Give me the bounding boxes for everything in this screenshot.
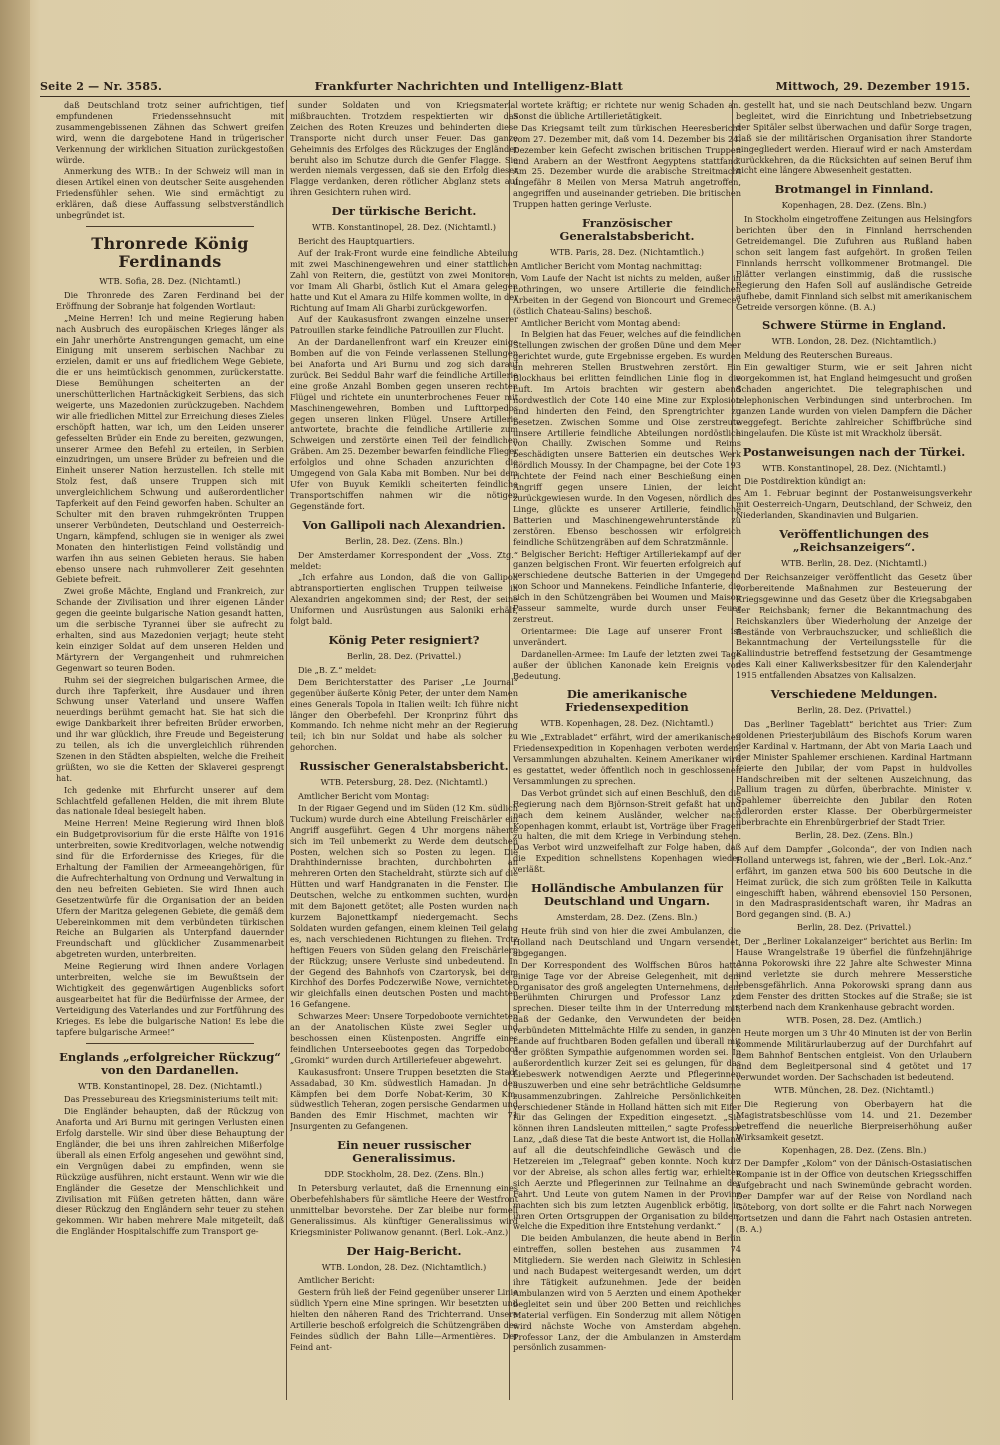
article-text: Die Engländer behaupten, daß der Rückzug von Anaforta und Ari Burnu mit geringen Verlusten einen Erfolg darstelle. Wir sind über diese Behauptung der Engländer, die bei uns ihren zahlreichen Mißerfolge überall als einen Erfolg angesehen und gewöhnt sind, ein Vergnügen dabei zu empfinden, wenn sie Rückzüge ausführen, nicht erstaunt. Wenn wir wie die Engländer die Gesetze der Menschlichkeit und Zivilisation mit Füßen getreten hätten, dann wäre dieser Rückzug den Engländern sehr teuer zu stehen gekommen. Wir haben mehrere Male mitgeteilt, daß die Engländer Hospitalschiffe zum Transport ge- bbox=[56, 1106, 284, 1237]
dateline: WTB. London, 28. Dez. (Nichtamtlich.) bbox=[771, 336, 937, 347]
article-text: Ruhm sei der siegreichen bulgarischen Armee, die durch ihre Tapferkeit, ihre Ausdauer und ihren Schwung unser Vaterland und unsere Waffen neuerdings berühmt gemacht hat. Sie hat sich die ewige Dankbarkeit ihrer befreiten Brüder erworben, und ihr war glücklich, ihre Freude und Begeisterung zu teilen, als ich die unvergleichlich rührenden Szenen in den Städten abspielten, welche die Freiheit grüßten, wo sie die Ketten der Sklaverei gesprengt hat. bbox=[56, 674, 284, 783]
article-text: Meldung des Reuterschen Bureaus. bbox=[744, 350, 893, 361]
article-text: Die Postdirektion kündigt an: bbox=[744, 476, 866, 487]
header-masthead: Frankfurter Nachrichten und Intelligenz-Blatt bbox=[314, 79, 624, 93]
article-text: Die „B. Z.“ meldet: bbox=[298, 664, 377, 675]
dateline: Berlin, 28. Dez. (Zens. Bln.) bbox=[345, 535, 463, 546]
headline: Englands „erfolgreicher Rückzug“ von den Dardanellen. bbox=[59, 1049, 281, 1077]
article-text: Der Dampfer „Kolom“ von der Dänisch-Ostasiatischen Kompanie ist in der Office von deutschen Kriegsschiffen aufgebracht und nach Swinemünde gebracht worden. Der Dampfer war auf der Reise von Nordland nach Göteborg, von dort sollte er die Fahrt nach Norwegen fortsetzen und dann die Fahrt nach Ostasien antreten. (B. A.) bbox=[736, 1158, 972, 1234]
headline: Thronrede König Ferdinands bbox=[91, 233, 249, 271]
article-text: Anmerkung des WTB.: In der Schweiz will man in diesen Artikel einen von deutscher Seite ausgehenden Friedensfühler sehen. Wie sind ermächtigt zu erklären, daß diese Auffassung selbstverständlich unbegründet ist. bbox=[56, 166, 284, 221]
article-text: Die Thronrede des Zaren Ferdinand bei der Eröffnung der Sobranje hat folgenden Wortlaut: bbox=[56, 289, 284, 311]
headline: Der Haig-Bericht. bbox=[346, 1243, 462, 1258]
article-text: Dardanellen-Armee: Im Laufe der letzten zwei Tage außer der üblichen Kanonade kein Ereignis von Bedeutung. bbox=[513, 648, 741, 681]
article-text: Das Pressebureau des Kriegsministeriums teilt mit: bbox=[64, 1094, 279, 1105]
article-text: sunder Soldaten und von Kriegsmaterial mißbrauchten. Trotzdem respektierten wir das Zeichen des Roten Kreuzes und behinderten diese Transporte nicht durch unser Feuer. Das ganze Geheimnis des Erfolges des Rückzuges der Engländer beruht also im Schutze durch die Genfer Flagge. Sie werden niemals vergessen, daß sie den Erfolg dieser Flagge verdanken, deren rötlicher Abglanz stets auf ihren Gesichtern ruhen wird. bbox=[290, 100, 518, 198]
page-header bbox=[40, 76, 970, 97]
article-text: Heute früh sind von hier die zwei Ambulanzen, die Holland nach Deutschland und Ungarn versendet, abgegangen. bbox=[513, 926, 741, 958]
headline: Veröffentlichungen des „Reichsanzeigers“. bbox=[779, 527, 929, 555]
article-text: Kaukasusfront: Unsere Truppen besetzten die Stadt Assadabad, 30 Km. südwestlich Hamadan. Jn den Kämpfen bei dem Dorfe Nobat-Kerim, 30 Km. südwestlich Teheran, zogen persische Gendarmen und Banden des Emir Hischmet, machten wir 71 Jnsurgenten zu Gefangenen. bbox=[290, 1066, 518, 1132]
article-text: Meine Regierung wird Ihnen andere Vorlagen unterbreiten, welche sie im Bewußtsein der Wichtigkeit des gegenwärtigen Augenblicks sofort ausgearbeitet hat für die Bedürfnisse der Armee, der Verteidigung des Vaterlandes und zur Fortführung des Krieges. Es lebe die bulgarische Nation! Es lebe die tapfere bulgarische Armee!“ bbox=[56, 961, 284, 1037]
article-text: Vom Laufe der Nacht ist nichts zu melden, außer in Lothringen, wo unsere Artillerie die feindlichen Arbeiten in der Gegend von Bioncourt und Gremecey (östlich Chateau-Salins) beschoß. bbox=[513, 272, 741, 316]
article-text: Heute morgen um 3 Uhr 40 Minuten ist der von Berlin kommende Militärurlauberzug auf der Durchfahrt auf dem Bahnhof Bentschen entgleist. Von den Urlaubern und dem Begleitpersonal sind 4 getötet und 17 verwundet worden. Der Sachschaden ist bedeutend. bbox=[736, 1028, 972, 1083]
dateline: Berlin, 28. Dez. (Privattel.) bbox=[796, 922, 912, 933]
article-text: Auf dem Dampfer „Golconda“, der von Indien nach Holland unterwegs ist, fahren, wie der „Berl. Lok.-Anz.“ erfährt, im ganzen etwa 500 bis 600 Deutsche in die Heimat zurück, die sich zum größten Teile in Kalkutta eingeschifft haben, während ebensoviel 150 Personen, in den Madrasprasidentschaft waren, ihr Madras an Bord gegangen sind. (B. A.) bbox=[736, 843, 972, 920]
article-text: Die Regierung von Oberbayern hat die Magistratsbeschlüsse vom 14. und 21. Dezember betreffend die neuerliche Bierpreiserhöhung außer Wirksamkeit gesetzt. bbox=[736, 1098, 972, 1142]
article-text: Wie „Extrabladet“ erfährt, wird der amerikanischen Friedensexpedition in Kopenhagen verboten werden, Versammlungen abzuhalten. Keinem Amerikaner wird es gestattet, weder öffentlich noch in geschlossenen Versammlungen zu sprechen. bbox=[513, 732, 741, 786]
dateline: Berlin, 28. Dez. (Zens. Bln.) bbox=[795, 830, 913, 841]
headline: Der türkische Bericht. bbox=[331, 204, 477, 219]
column-3 bbox=[513, 100, 741, 1400]
article-text: Dem Berichterstatter des Pariser „Le Journal“ gegenüber äußerte König Peter, der unter dem Namen eines Generals Topola in Italien weilt: Ich führe nicht länger den Oberbefehl. Der Kronprinz führt das Kommando. Ich nehme nicht mehr an der Regierung teil; ich bin nur Soldat und habe als solcher zu gehorchen. bbox=[290, 676, 518, 753]
dateline: WTB. München, 28. Dez. (Nichtamtl.) bbox=[774, 1084, 934, 1095]
headline: König Peter resigniert? bbox=[328, 632, 480, 647]
article-text: In Stockholm eingetroffene Zeitungen aus Helsingfors berichten über den in Finnland herrschenden Getreidemangel. Die Zufuhren aus Rußland haben schon seit langem fast aufgehört. In großen Teilen Finnlands herrscht vollkommener Brotmangel. Die Blätter verlangen einstimmig, daß die russische Regierung den Hafen Soll auf ausländische Getreide aufhebe, damit Finnland sich selbst mit amerikanischem Getreide versorgen könne. (B. A.) bbox=[736, 214, 972, 312]
dateline: Kopenhagen, 28. Dez. (Zens. Bln.) bbox=[781, 200, 927, 211]
article-text: daß Deutschland trotz seiner aufrichtigen, tief empfundenen Friedenssehnsucht mit zusammengebissenen Zähnen das Schwert greifen wird, wenn die dargebotene Hand in trügerischer Verkennung der wirklichen Situation zurückgestoßen würde. bbox=[56, 100, 284, 165]
article-text: Gestern früh ließ der Feind gegenüber unserer Linie südlich Ypern eine Mine springen. Wir besetzten und hielten den näheren Rand des Trichterrand. Unsere Artillerie beschoß erfolgreich die Schützengräben des Feindes südlich der Bahn Lille—Armentières. Der Feind ant- bbox=[290, 1287, 518, 1352]
dateline: Berlin, 28. Dez. (Privattel.) bbox=[346, 650, 462, 661]
article-text: Der Korrespondent des Wolffschen Büros hatte einige Tage vor der Abreise Gelegenheit, mit dem Organisator des groß angelegten Unternehmens, dem berühmten Chirurgen und Professor Lanz zu sprechen. Dieser teilte ihm in der Unterredung mit, daß der Gedanke, den Verwundeten der beiden verbündeten Mittelmächte Hilfe zu senden, in ganzen Lande auf fruchtbaren Boden gefallen und überall mit der größten Sympathie aufgenommen worden sei. In außerordentlich kurzer Zeit sei es gelungen, für das Liebeswerk notwendigen Aerzte und Pflegerinnen auszuwerben und eine sehr beträchtliche Geldsumme zusammenzubringen. Zahlreiche Persönlichkeiten verschiedener Stände in Holland hätten sich mit Eifer für das Gelingen der Expedition eingesetzt. „Sie können ihren Landsleuten mitteilen,“ sagte Professor Lanz, „daß diese Tat die beste Antwort ist, die Holland auf all die deutschfeindliche Gewäsch und die Hetzereien im „Telegraaf“ geben konnte. Noch kurz vor der Abreise, als schon alles fertig war, erhielten sich Aerzte und Pflegerinnen zur Teilnahme an der Fahrt. Und Leute von gutem Namen in der Provinz machten sich bis zum letzten Augenblick erbötig, in ihren Orten Ortsgruppen der Organisation zu bilden, welche die Expedition ihre Entstehung verdankt.“ bbox=[513, 959, 741, 1232]
article-text: Auf der Irak-Front wurde eine feindliche Abteilung mit zwei Maschinengewehren und einer stattlichen Zahl von Reitern, die, gestützt von zwei Monitoren, vor Imam Ali Gharbi, östlich Kut el Amara gelegen hatte und Kut el Amara zu Hilfe kommen wollte, in der Richtung auf Imam Ali Gharbi zurückgeworfen. bbox=[290, 247, 518, 313]
column-4 bbox=[736, 100, 972, 1400]
headline: Schwere Stürme in England. bbox=[762, 318, 946, 333]
article-text: „Meine Herren! Ich und meine Regierung haben nach Ausbruch des europäischen Krieges länger als ein Jahr unerhörte Anstrengungen gemacht, um eine Einigung mit unserem serbischen Nachbar zu erzielen, damit er uns auf friedlichem Wege Gebiete, die er uns heimtückisch genommen, zurückerstatte. Diese Bemühungen scheiterten an der unerschütterlichen Hartnäckigkeit Serbiens, das sich weigerte, uns Mazedonien zurückzugeben. Nachdem wir alle friedlichen Mittel zur Erreichung dieses Zieles erschöpft hatten, war ich, um den Leiden unserer gefesselten Brüder ein Ende zu bereiten, gezwungen, unserer Armee den Befehl zu erteilen, in Serbien einzudringen, um unsere Brüder zu befreien und die Einheit unserer Nation herzustellen. Ich stelle mit Stolz fest, daß unsere Truppen sich mit unvergleichlichem Schwung und außerordentlicher Tapferkeit auf den Feind geworfen haben. Schulter an Schulter mit den braven ruhmgekrönten Truppen unserer Verbündeten, Deutschland und Oesterreich-Ungarn, kämpfend, schlugen sie in weniger als zwei Monaten den hinterlistigen Feind vollständig und warfen ihn aus seinen Gebieten heraus. Sie haben ebenso unsere nach ruhmvollerer Zeit gesehnten Gebiete befreit. bbox=[56, 312, 284, 585]
headline: Holländische Ambulanzen für Deutschland und Ungarn. bbox=[531, 881, 723, 909]
article-text: Amtlicher Bericht: bbox=[298, 1275, 375, 1286]
headline: Brotmangel in Finnland. bbox=[774, 182, 934, 197]
headline: Verschiedene Meldungen. bbox=[770, 687, 938, 702]
dateline: WTB. London, 28. Dez. (Nichtamtlich.) bbox=[321, 1261, 487, 1272]
article-text: An der Dardanellenfront warf ein Kreuzer einige Bomben auf die von Feinde verlassenen Stellungen bei Anaforta und Ari Burnu und zog sich darauf zurück. Bei Seddul Bahr warf die feindliche Artillerie eine große Anzahl Bomben gegen unseren rechten Flügel und richtete ein ununterbrochenes Feuer mit Maschinengewehren, Bomben und Lufttorpedos gegen unseren linken Flügel. Unsere Artillerie antwortete, brachte die feindliche Artillerie zum Schweigen und zerstörte einen Teil der feindlichen Gräben. Am 25. Dezember bewarfen feindliche Flieger erfolglos und ohne Schaden anzurichten die Umgegend von Gala Kaba mit Bomben. Nur bei dem Ufer von Buyuk Kemikli scheiterten feindliche Transportschiffen nahmen wir die nötigen Gegenstände fort. bbox=[290, 337, 518, 511]
article-text: Ein gewaltiger Sturm, wie er seit Jahren nicht vorgekommen ist, hat England heimgesucht und großen Schaden angerichtet. Die telegraphischen und telephonischen Verbindungen sind unterbrochen. Im ganzen Lande wurden von vielen Dampfern die Dächer weggefegt. Berichte zahlreicher Schiffbrüche sind eingelaufen. Die Küste ist mit Wrackholz übersät. bbox=[736, 362, 972, 438]
article-text: Zwei große Mächte, England und Frankreich, zur Schande der Zivilisation und ihrer eigenen Länder gegen die geeinte bulgarische Nation gesandt hatten, um die serbische Tyrannei über sie aufrecht zu erhalten, sind aus Mazedonien verjagt; heute steht kein einziger Soldat auf dem unseren Helden und Märtyrern der Vergangenheit und ruhmreichen Gegenwart so teuren Boden. bbox=[56, 586, 284, 673]
article-text: In Belgien hat das Feuer, welches auf die feindlichen Stellungen zwischen der großen Düne und dem Meer gerichtet wurde, gute Ergebnisse ergeben. Es wurden an mehreren Stellen Brustwehren zerstört. Ein Blockhaus bei erlitten feindlichen Linie flog in die Luft. Im Artois brachten wir gestern abend nordwestlich der Cote 140 eine Mine zur Explosion und hinderten den Feind, den Sprengtrichter zu besetzen. Zwischen Somme und Oise zerstreute unsere Artillerie feindliche Abteilungen nordöstlich von Chailly. Zwischen Somme und Reims beschädigten unsere Batterien ein deutsches Werk nördlich Moussy. In der Champagne, bei der Cote 193 richtete der Feind nach einer Beschießung einen Angriff gegen unsere Linien, der leicht zurückgewiesen wurde. In den Vogesen, nördlich des Linge, glückte es unserer Artillerie, feindliche Batterien und Maschinengewehrunterstände zu zerstören. Ebenso beschossen wir erfolgreich feindliche Schützengräben auf dem Schratzmännle. bbox=[513, 329, 741, 547]
section-divider bbox=[86, 1043, 254, 1044]
dateline: Amsterdam, 28. Dez. (Zens. Bln.) bbox=[556, 912, 698, 923]
article-text: Ich gedenke mit Ehrfurcht unserer auf dem Schlachtfeld gefallenen Helden, die mit ihrem Blute das nationale Ideal besiegelt haben. bbox=[56, 784, 284, 817]
section-divider bbox=[86, 226, 254, 227]
dateline: DDP. Stockholm, 28. Dez. (Zens. Bln.) bbox=[324, 1169, 484, 1180]
article-text: Belgischer Bericht: Heftiger Artilleriekampf auf der ganzen belgischen Front. Wir feuerten erfolgreich auf verschiedene deutsche Batterien in der Umgegend von Schoor und Mannekens. Feindliche Infanterie, die sich in den Schützengräben bei Woumen und Maison Passeur sammelte, wurde durch unser Feuer zerstreut. bbox=[513, 548, 741, 624]
dateline: WTB. Konstantinopel, 28. Dez. (Nichtamtl.) bbox=[311, 222, 496, 233]
dateline: WTB. Paris, 28. Dez. (Nichtamtlich.) bbox=[549, 247, 704, 258]
dateline: WTB. Posen, 28. Dez. (Amtlich.) bbox=[786, 1014, 922, 1025]
article-text: Das Kriegsamt teilt zum türkischen Heeresbericht vom 27. Dezember mit, daß vom 14. Dezember bis 24. Dezember kein Gefecht zwischen britischen Truppen und Arabern an der Westfront Aegyptens stattfand. Am 25. Dezember wurde die arabische Streitmacht ungefähr 8 Meilen von Mersa Matruh angetroffen, angegriffen und auseinander getrieben. Die britischen Truppen hatten geringe Verluste. bbox=[513, 122, 741, 210]
article-text: Schwarzes Meer: Unsere Torpedoboote vernichteten an der Anatolischen Küste zwei Segler und beschossen einen Küstenposten. Angriffe eines feindlichen Unterseebootes gegen das Torpedoboot „Gromki“ wurden durch Artilleriefeuer abgewehrt. bbox=[290, 1011, 518, 1065]
dateline: WTB. Petersburg, 28. Dez. (Nichtamtl.) bbox=[320, 777, 488, 788]
headline: Ein neuer russischer Generalissimus. bbox=[337, 1138, 471, 1166]
dateline: WTB. Sofia, 28. Dez. (Nichtamtl.) bbox=[99, 275, 241, 286]
article-text: Amtlicher Bericht vom Montag: bbox=[298, 791, 430, 802]
header-page-number: Seite 2 — Nr. 3585. bbox=[40, 79, 163, 93]
dateline: WTB. Berlin, 28. Dez. (Nichtamtl.) bbox=[781, 558, 927, 569]
headline: Postanweisungen nach der Türkei. bbox=[742, 444, 966, 459]
article-text: Bericht des Hauptquartiers. bbox=[298, 236, 415, 247]
dateline: WTB. Konstantinopel, 28. Dez. (Nichtamtl.) bbox=[77, 1080, 262, 1091]
headline: Französischer Generalstabsbericht. bbox=[559, 216, 695, 244]
article-text: Die beiden Ambulanzen, die heute abend in Berlin eintreffen, sollen bestehen aus zusammen 74 Mitgliedern. Sie werden nach Gleiwitz in Schlesien und nach Budapest weitergesandt werden, um dort ihre Tätigkeit aufzunehmen. Jede der beiden Ambulanzen wird von 5 Aerzten und einem Apotheker begleitet sein und über 200 Betten und reichliches Material verfügen. Ein Sonderzug mit allem Nötigen wird nächste Woche von Amsterdam abgehen. Professor Lanz, der die Ambulanzen in Amsterdam persönlich zusammen- bbox=[513, 1233, 741, 1353]
article-text: Das Verbot gründet sich auf einen Beschluß, den die Regierung nach dem Björnson-Streit gefaßt hat und nach dem keinem Ausländer, welcher nach Kopenhagen kommt, erlaubt ist, Vorträge über Fragen zu halten, die mit dem Kriege in Verbindung stehen. Das Verbot wird unzweifelhaft zur Folge haben, daß die Expedition schnellstens Kopenhagen wieder verläßt. bbox=[513, 787, 741, 875]
article-text: Am 1. Februar beginnt der Postanweisungsverkehr mit Oesterreich-Ungarn, Deutschland, der Schweiz, den Niederlanden, Skandinavien und Bulgarien. bbox=[736, 488, 972, 521]
headline: Die amerikanische Friedensexpedition bbox=[565, 687, 689, 715]
article-text: Orientarmee: Die Lage auf unserer Front ist unverändert. bbox=[513, 625, 741, 647]
dateline: Kopenhagen, 28. Dez. (Zens. Bln.) bbox=[781, 1144, 927, 1155]
column-1 bbox=[56, 100, 284, 1400]
article-text: gestellt hat, und sie nach Deutschland bezw. Ungarn begleitet, wird die Einrichtung und Inbetriebsetzung der Spitäler selbst überwachen und dafür Sorge tragen, daß sie der militärischen Organisation ihrer Standorte eingegliedert werden. Hierauf wird er nach Amsterdam zurückkehren, da die Rücksichten auf seinen Beruf ihm nicht eine längere Abwesenheit gestatten. bbox=[736, 100, 972, 176]
dateline: WTB. Konstantinopel, 28. Dez. (Nichtamtl.) bbox=[761, 462, 946, 473]
article-text: Auf der Kaukasusfront zwangen einzelne unserer Patrouillen starke feindliche Patrouillen zur Flucht. bbox=[290, 314, 518, 336]
article-text: Der „Berliner Lokalanzeiger“ berichtet aus Berlin: Im Hause Wrangelstraße 19 überfiel die fünfzehnjährige Anna Pokorowski ihre 22 Jahre alte Schwester Minna und verletzte sie durch mehrere Messerstiche lebensgefährlich. Anna Pokorowski sprang dann aus dem Fenster des dritten Stockes auf die Straße; sie ist sterbend nach dem Krankenhause gebracht worden. bbox=[736, 936, 972, 1012]
article-text: Das „Berliner Tageblatt“ berichtet aus Trier: Zum goldenen Priesterjubiläum des Bischofs Korum waren der Kardinal v. Hartmann, der Abt von Maria Laach und der Minister Spahlemer erschienen. Kardinal Hartmann feierte den Jubilar, der vom Papst in huldvolles Handschreiben mit der seltenen Auszeichnung, das Pallium tragen zu dürfen, überbrachte. Minister v. Spahlemer überreichte den Jubilar den Roten Adlerorden erster Klasse. Der Oberbürgermeister überbrachte ein Ehrenbürgerbrief der Stadt Trier. bbox=[736, 718, 972, 828]
article-text: In der Rigaer Gegend und im Süden (12 Km. südlich Tuckum) wurde durch eine Abteilung Freischärler ein Angriff ausgeführt. Gegen 4 Uhr morgens näherte sich im Teil unbemerkt zu Werde dem deutschen Posten, welchen sich so Posten zu legen. Die Drahthindernisse brachten, durchbohrten an mehreren Orten den Stacheldraht, stürzte sich auf die Hütten und warf Handgranaten in die Fenster. Die Deutschen, welche zu entkommen suchten, wurden mit dem Bajonett getötet; alle Posten wurden nach kurzem Bajonettkampf niedergemacht. Sechs Soldaten wurden gefangen, einem kleinen Teil gelang es, nach verschiedenen Richtungen zu fliehen. Trotz heftigen Feuers von Süden gelang den Freischärlern der Rückzug; unsere Verluste sind unbedeutend. In der Gegend des Bahnhofs von Czartorysk, bei dem Kirchhof des Dorfes Podczerwiße Nowe, vernichteten wir gleichfalls einen deutschen Posten und machten 16 Gefangene. bbox=[290, 802, 518, 1010]
article-text: Amtlicher Bericht vom Montag abend: bbox=[521, 317, 681, 328]
article-text: Meine Herren! Meine Regierung wird Ihnen bloß ein Budgetprovisorium für die erste Hälfte von 1916 unterbreiten, sowie Kreditvorlagen, welche notwendig sind für die Erfordernisse des Krieges, für die Erhaltung der Familien der Armeeangehörigen, für die Aufrechterhaltung von Ordnung und Verwaltung in den neu befreiten Gebieten. Sie wird Ihnen auch Gesetzentwürfe für die Organisation der an beiden Ufern der Maritza gelegenen Gebiete, die gemäß dem Uebereinkommen mit dem verbündeten türkischen Reiche an Bulgarien als Unterpfand dauernder Freundschaft und glücklicher Zusammenarbeit abgetreten wurden, unterbreiten. bbox=[56, 818, 284, 960]
article-text: „Ich erfahre aus London, daß die von Gallipoli abtransportierten englischen Truppen teilweise in Alexandrien angekommen sind; der Rest, der seine Uniformen und Ausrüstungen aus Saloniki erhält, folgt bald. bbox=[290, 572, 518, 627]
dateline: WTB. Kopenhagen, 28. Dez. (Nichtamtl.) bbox=[540, 718, 714, 729]
dateline: Berlin, 28. Dez. (Privattel.) bbox=[796, 705, 912, 716]
column-divider bbox=[286, 100, 287, 1400]
column-2 bbox=[290, 100, 518, 1400]
article-text: In Petersburg verlautet, daß die Ernennung eines Oberbefehlshabers für sämtliche Heere der Westfront unmittelbar bevorstehe. Der Zar bleibe nur formell Generalissimus. Als künftiger Generalissimus wird Kriegsminister Poliwanow genannt. (Berl. Lok.-Anz.) bbox=[290, 1183, 518, 1237]
headline: Russischer Generalstabsbericht. bbox=[299, 759, 509, 774]
headline: Von Gallipoli nach Alexandrien. bbox=[302, 517, 506, 532]
article-text: Amtlicher Bericht vom Montag nachmittag: bbox=[521, 260, 702, 271]
header-date: Mittwoch, 29. Dezember 1915. bbox=[775, 79, 970, 93]
article-text: Der Reichsanzeiger veröffentlicht das Gesetz über vorbereitende Maßnahmen zur Besteuerung der Kriegsgewinne und das Gesetz über die Kriegsabgaben der Reichsbank; ferner die Bekanntmachung des Reichskanzlers über Wiederholung der Anzeige der Bestände von Verbrauchszucker, und schließlich die Bekanntmachung der Verteilungsstelle für die Kaliindustrie betreffend festsetzung der Gesamtmenge des Kali einer Kaliwerksbesitzer für den Kalenderjahr 1915 entfallenden Absatzes von Kalisalzen. bbox=[736, 572, 972, 681]
page-margin-strip bbox=[0, 0, 30, 1445]
article-text: Der Amsterdamer Korrespondent der „Voss. Ztg.“ meldet: bbox=[290, 549, 518, 571]
article-text: wortete kräftig; er richtete nur wenig Schaden an. Sonst die übliche Artillerietätigkeit. bbox=[513, 100, 741, 121]
